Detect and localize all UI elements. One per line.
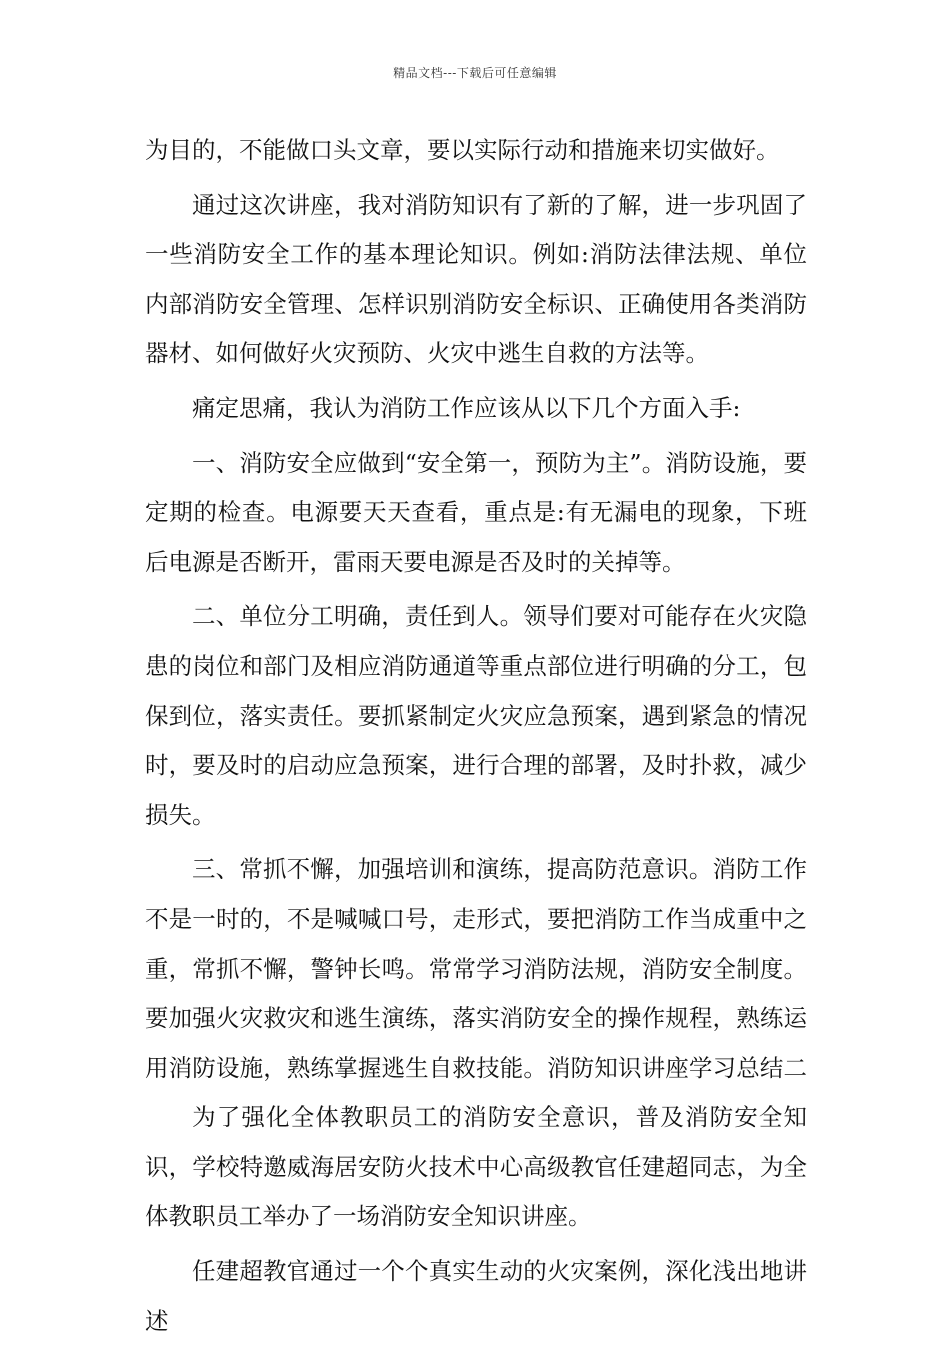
document-body [145,126,807,1346]
point-three-text: 三、常抓不懈，加强培训和演练，提高防范意识。消防工作不是一时的，不是喊喊口号，走形式，要把消防工作当成重中之重，常抓不懈，警钟长鸣。常常学习消防法规，消防安全制度。要加强火灾救灾和逃生演练，落实消防安全的操作规程，熟练运用消防设施，熟练掌握逃生自救技能。消防知识讲座学习总结二 [145,855,807,1082]
paragraph-instructor: 任建超教官通过一个个真实生动的火灾案例，深化浅出地讲述 [145,1257,807,1335]
summary-two-text: 为了强化全体教职员工的消防安全意识，普及消防安全知识，学校特邀威海居安防火技术中心高级教官任建超同志，为全体教职员工举办了一场消防安全知识讲座。 [145,1103,807,1231]
paragraph-point-one: 一、消防安全应做到“安全第一，预防为主”。消防设施，要定期的检查。电源要天天查看，重点是:有无漏电的现象，下班后电源是否断开，雷雨天要电源是否及时的关掉等。 [145,448,807,576]
paragraph-point-two: 二、单位分工明确，责任到人。领导们要对可能存在火灾隐患的岗位和部门及相应消防通道等重点部位进行明确的分工，包保到位，落实责任。要抓紧制定火灾应急预案，遇到紧急的情况时，要及时的启动应急预案，进行合理的部署，及时扑救，减少损失。 [145,602,807,829]
paragraph-lecture-summary: 通过这次讲座，我对消防知识有了新的了解，进一步巩固了一些消防安全工作的基本理论知识。例如:消防法律法规、单位内部消防安全管理、怎样识别消防安全标识、正确使用各类消防器材、如何做好火灾预防、火灾中逃生自救的方法等。 [145,190,807,368]
paragraph-continuation: 为目的，不能做口头文章，要以实际行动和措施来切实做好。 [145,136,780,164]
paragraph-intro-points: 痛定思痛，我认为消防工作应该从以下几个方面入手: [192,393,741,422]
paragraph-point-three [145,845,807,1242]
page-header: 精品文档---下载后可任意编辑 [393,66,557,80]
